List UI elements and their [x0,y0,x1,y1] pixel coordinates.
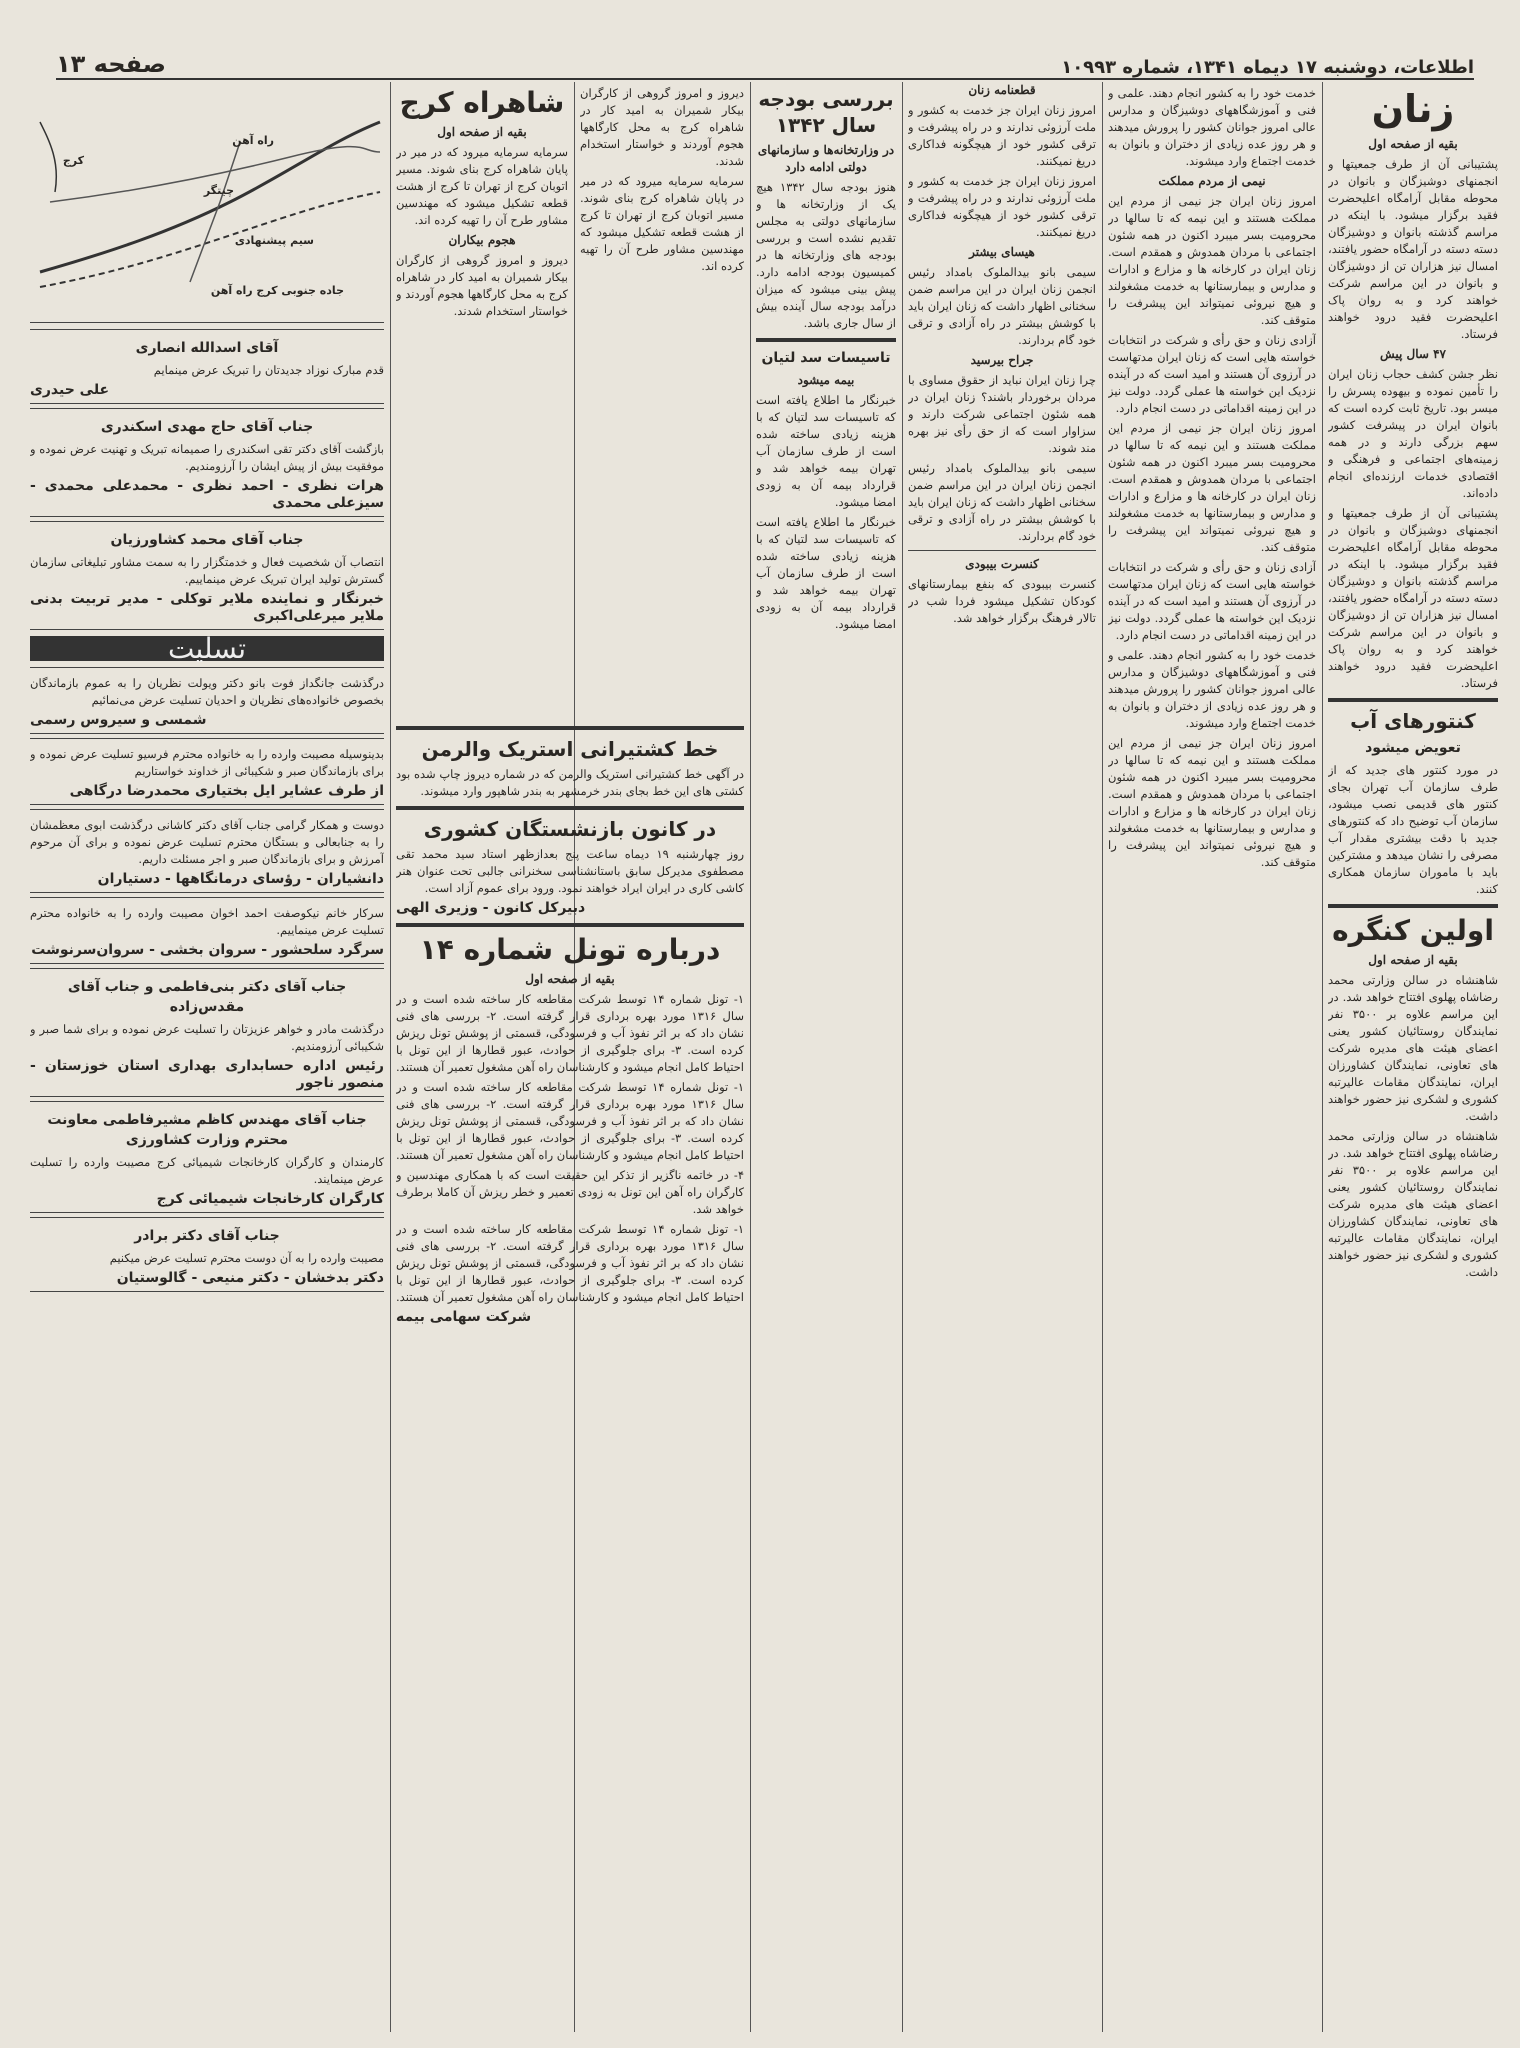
article-body: امروز زنان ایران جز نیمی از مردم این مملکت هستند و این نیمه که تا سالها در محرومیت بسر میبرد اکنون در همه شئون اجتماعی با مردان همدوش و همقدم است. زنان ایران در کارخانه ها و مزارع و ادارات و مدارس و بیمارستانها به خدمت مشغولند و هیچ نیروئی نمیتواند این پیشرفت را متوقف کند. [1108,194,1316,327]
tunnel-body: ۱- تونل شماره ۱۴ توسط شرکت مقاطعه کار ساخته شده است و در سال ۱۳۱۶ مورد بهره برداری قرار گرفته است. ۲- بررسی های فنی نشان داد که بر اثر نفوذ آب و فرسودگی، قسمتی از پوشش تونل ریزش کرده است. ۳- برای جلوگیری از حوادث، عبور قطارها از این تونل با احتیاط کامل انجام میشود و کارشناسان راه آهن مشغول تعمیر آن هستند. [396,1222,744,1304]
column-rule [390,82,391,2032]
section-rule [1328,698,1498,702]
retirees-title: در کانون بازنشستگان کشوری [423,817,717,841]
notice-signature: از طرف عشایر ایل بختیاری محمدرضا درگاهی [69,783,384,799]
notice-signature: رئیس اداره حسابداری بهداری استان خوزستان - منصور ناجور [30,1058,384,1091]
article-body: خدمت خود را به کشور انجام دهند. علمی و فنی و آموزشگاههای دوشیزگان و مدارس عالی امروز جوانان کشور را پرورش میدهند و هر روز عده زیادی از دختران و بانوان به خدمت اجتماع وارد میشوند. [1108,648,1316,730]
subheading: جراح بیرسید [970,353,1034,367]
notice-condolence [30,1101,384,1213]
map-label-proposed: سیم پیشنهادی [234,234,314,247]
notice-signature: خبرنگار و نماینده ملایر توکلی - مدیر تربیت بدنی ملایر میرعلی‌اکبری [30,591,384,624]
notice-signature: دانشیاران - رؤسای درمانگاهها - دستیاران [97,871,384,887]
column-rule [1322,82,1323,2032]
karaj-body: دیروز و امروز گروهی از کارگران بیکار شمیران به امید کار در شاهراه کرج به محل کارگاهها هجوم آوردند و خواستار استخدام شدند. [580,86,744,168]
section-rule [1328,904,1498,908]
condolence-banner: تسلیت [30,636,384,661]
article-body: آزادی زنان و حق رأی و شرکت در انتخابات خواسته هایی است که زنان ایران مدتهاست در آرزوی آن هستند و امید است که در آینده نزدیک این خواسته ها عملی گردد. دولت نیز در این زمینه اقداماتی در دست انجام دارد. [1108,333,1316,415]
meters-body: در مورد کنتور های جدید که از طرف سازمان آب تهران بجای کنتور های قدیمی نصب میشود، سازمان آب توضیح داد که کنتورهای جدید با دقت بیشتری مقدار آب مصرفی را نشان میدهد و مشترکین باید با ماموران سازمان همکاری کنند. [1328,763,1498,896]
tunnel-body: ۱- تونل شماره ۱۴ توسط شرکت مقاطعه کار ساخته شده است و در سال ۱۳۱۶ مورد بهره برداری قرار گرفته است. ۲- بررسی های فنی نشان داد که بر اثر نفوذ آب و فرسودگی، قسمتی از پوشش تونل ریزش کرده است. ۳- برای جلوگیری از حوادث، عبور قطارها از این تونل با احتیاط کامل انجام میشود و کارشناسان راه آهن مشغول تعمیر آن هستند. [396,1080,744,1162]
retirees-signature: دبیرکل کانون - وزیری الهی [396,900,586,916]
budget-body: هنوز بودجه سال ۱۳۴۲ هیچ یک از وزارتخانه ها و سازمانهای دولتی به مجلس تقدیم نشده است و بررسی بودجه های وزارتخانه ها در کمیسیون بودجه ادامه دارد. پیش بینی میشود که میزان درآمد بودجه سال آینده بیش از سال جاری باشد. [756,180,896,330]
column-women [1328,82,1498,2032]
article-title: زنان [1371,87,1455,131]
budget-title: بررسی بودجه سال ۱۳۴۲ [758,87,894,137]
column-resolution [908,82,1096,2032]
article-body: چرا زنان ایران نباید از حقوق مساوی با مردان برخوردار باشند؟ زنان ایران در همه شئون اجتماعی شرکت دارند و سزاوار است که از حق رأی نیز بهره مند شوند. [908,373,1096,455]
article-body: کنسرت بیبودی که بنفع بیمارستانهای کودکان تشکیل میشود فردا شب در تالار فرهنگ برگزار خواهد شد. [908,577,1096,625]
notice-signature: دکتر بدخشان - دکتر منیعی - گالوستیان [116,1270,384,1286]
continued-label: بقیه از صفحه اول [1368,137,1458,151]
dam-body: خبرنگار ما اطلاع یافته است که تاسیسات سد لتیان که با هزینه زیادی ساخته شده است از طرف سازمان آب تهران بیمه خواهد شد و قرارداد بیمه آن به زودی امضا میشود. [756,393,896,509]
tunnel-title: درباره تونل شماره ۱۴ [419,933,721,966]
article-body: سیمی بانو بیدالملوک بامداد رئیس انجمن زنان ایران در این مراسم ضمن سخنانی اظهار داشت که زنان ایران باید با کوشش بیشتر در راه آزادی و ترقی خود گام بردارند. [908,461,1096,543]
column-rule [902,82,903,2032]
notice-body: کارمندان و کارگران کارخانجات شیمیائی کرج مصیبت وارده را تسلیت عرض مینمایند. [30,1155,384,1186]
notice-signature: کارگران کارخانجات شیمیائی کرج [156,1191,384,1207]
section-rule [396,806,744,810]
notice-body: انتصاب آن شخصیت فعال و خدمتگزار را به سمت مشاور تبلیغاتی سازمان گسترش تولید ایران تبریک عرض مینماییم. [30,555,384,586]
subheading: هیسای بیشتر [969,245,1035,259]
karaj-highway-map [30,82,384,323]
notice-title: جناب آقای مهندس کاظم مشیرفاطمی معاونت محترم وزارت کشاورزی [47,1112,367,1148]
map-label-town: چیتگر [203,184,234,197]
dam-title: تاسیسات سد لتیان [761,350,891,366]
header-page-number: صفحه ۱۳ [56,50,166,78]
retirees-body: روز چهارشنبه ۱۹ دیماه ساعت پنج بعدازظهر استاد سید محمد تقی مصطفوی مدیرکل سابق باستانشناسی سخنرانی جالبی تحت عنوان هنر کاشی کاری در ایران ایراد خواهند نمود. ورود برای عموم آزاد است. [396,847,744,895]
article-body: امروز زنان ایران جز نیمی از مردم این مملکت هستند و این نیمه که تا سالها در محرومیت بسر میبرد اکنون در همه شئون اجتماعی با مردان همدوش و همقدم است. زنان ایران در کارخانه ها و مزارع و ادارات و مدارس و بیمارستانها به خدمت مشغولند و هیچ نیروئی نمیتواند این پیشرفت را متوقف کند. [1108,421,1316,554]
continued-label: بقیه از صفحه اول [525,972,615,986]
dam-body: خبرنگار ما اطلاع یافته است که تاسیسات سد لتیان که با هزینه زیادی ساخته شده است از طرف سازمان آب تهران بیمه خواهد شد و قرارداد بیمه آن به زودی امضا میشود. [756,515,896,631]
subheading: کنسرت بیبودی [965,557,1039,571]
tunnel-signature: شرکت سهامی بیمه [396,1309,532,1325]
notice-congrats [30,521,384,630]
section-rule [396,726,744,730]
shipping-title: خط کشتیرانی استریک والرمن [421,737,719,761]
column-notices [396,720,744,2030]
column-announcements [30,82,384,2032]
congress-body: شاهنشاه در سالن وزارتی محمد رضاشاه پهلوی افتتاح خواهد شد. در این مراسم علاوه بر ۳۵۰۰ نفر نمایندگان روستائیان کشور یعنی اعضای هیئت های مدیره شرکت های تعاونی، نمایندگان کشاورزان ایران، نمایندگان مقامات عالیرتبه کشوری و لشکری نیز حضور خواهند داشت. [1328,1129,1498,1279]
section-rule [396,923,744,927]
congress-body: شاهنشاه در سالن وزارتی محمد رضاشاه پهلوی افتتاح خواهد شد. در این مراسم علاوه بر ۳۵۰۰ نفر نمایندگان روستائیان کشور یعنی اعضای هیئت های مدیره شرکت های تعاونی، نمایندگان کشاورزان ایران، نمایندگان مقامات عالیرتبه کشوری و لشکری نیز حضور خواهند داشت. [1328,973,1498,1123]
article-body: امروز زنان ایران جز نیمی از مردم این مملکت هستند و این نیمه که تا سالها در محرومیت بسر میبرد اکنون در همه شئون اجتماعی با مردان همدوش و همقدم است. زنان ایران در کارخانه ها و مزارع و ادارات و مدارس و بیمارستانها به خدمت مشغولند و هیچ نیروئی نمیتواند این پیشرفت را متوقف کند. [1108,736,1316,869]
notice-body: درگذشت جانگداز فوت بانو دکتر ویولت نظریان را به عموم بازماندگان بخصوص خانواده‌های نظریان و احدیان تسلیت عرض می‌نمائیم [30,676,384,707]
notice-congrats [30,329,384,404]
notice-condolence [30,809,384,893]
column-karaj-text [396,82,568,782]
notice-signature: شمسی و سیروس رسمی [30,712,207,728]
subheading: ۴۷ سال پیش [1380,347,1446,361]
article-body: سیمی بانو بیدالملوک بامداد رئیس انجمن زنان ایران در این مراسم ضمن سخنانی اظهار داشت که زنان ایران باید با کوشش بیشتر در راه آزادی و ترقی خود گام بردارند. [908,265,1096,347]
notice-title: جناب آقای محمد کشاورزیان [110,532,304,548]
meters-title: کنتورهای آب [1350,709,1476,733]
tunnel-body: ۱- تونل شماره ۱۴ توسط شرکت مقاطعه کار ساخته شده است و در سال ۱۳۱۶ مورد بهره برداری قرار گرفته است. ۲- بررسی های فنی نشان داد که بر اثر نفوذ آب و فرسودگی، قسمتی از پوشش تونل ریزش کرده است. ۳- برای جلوگیری از حوادث، عبور قطارها از این تونل با احتیاط کامل انجام میشود و کارشناسان راه آهن مشغول تعمیر آن هستند. [396,992,744,1074]
subheading: نیمی از مردم مملکت [1158,174,1266,188]
karaj-body: دیروز و امروز گروهی از کارگران بیکار شمیران به امید کار در شاهراه کرج به محل کارگاهها هجوم آوردند و خواستار استخدام شدند. [396,253,568,318]
notice-body: قدم مبارک نوزاد جدیدتان را تبریک عرض مینمایم [153,363,384,377]
notice-condolence [30,667,384,734]
notice-body: مصیبت وارده را به آن دوست محترم تسلیت عرض میکنیم [109,1251,384,1265]
karaj-title: شاهراه کرج [399,86,565,119]
notice-condolence [30,968,384,1097]
header-date: اطلاعات، دوشنبه ۱۷ دیماه ۱۳۴۱، شماره ۱۰۹۹۳ [1061,57,1474,78]
column-rule [1102,82,1103,2032]
karaj-body: سرمایه سرمایه میرود که در میر در پایان شاهراه کرج بنای شوند. مسیر اتوبان کرج از تهران تا کرج از هشت قطعه تشکیل میشود که مهندسین مشاور طرح آن را تهیه کرده اند. [580,174,744,273]
meters-subtitle: تعویض میشود [1365,740,1461,756]
notice-signature: سرگرد سلحشور - سروان بخشی - سروان‌سرنوشت [31,942,384,958]
article-body: امروز زنان ایران جز خدمت به کشور و ملت آرزوئی ندارند و در راه پیشرفت و ترقی کشور خود از هیچگونه فداکاری دریغ نمیکنند. [908,174,1096,239]
notice-condolence [30,1217,384,1292]
karaj-body: سرمایه سرمایه میرود که در میر در پایان شاهراه کرج بنای شوند. مسیر اتوبان کرج از تهران تا کرج از هشت قطعه تشکیل میشود که مهندسین مشاور طرح آن را تهیه کرده اند. [396,145,568,227]
dam-subtitle: بیمه میشود [797,373,855,387]
notice-body: درگذشت مادر و خواهر عزیزتان را تسلیت عرض نموده و برای شما صبر و شکیبائی آرزومندیم. [30,1022,384,1053]
continued-label: بقیه از صفحه اول [1368,953,1458,967]
divider [908,550,1096,551]
article-body: پشتیبانی آن از طرف جمعیتها و انجمنهای دوشیزگان و بانوان در محوطه مقابل آرامگاه اعلیحضرت فقید برگزار میشود. با اینکه در مراسم گذشته بانوان و دوشیزگان دسته دسته در آرامگاه حضور یافتند، امسال نیز هزاران تن از دوشیزگان و بانوان در این مراسم شرکت خواهند کرد و به روان پاک اعلیحضرت فقید درود خواهند فرستاد. [1328,157,1498,341]
notice-title: جناب آقای دکتر برادر [134,1228,280,1244]
article-body: پشتیبانی آن از طرف جمعیتها و انجمنهای دوشیزگان و بانوان در محوطه مقابل آرامگاه اعلیحضرت فقید برگزار میشود. با اینکه در مراسم گذشته بانوان و دوشیزگان دسته دسته در آرامگاه حضور یافتند، امسال نیز هزاران تن از دوشیزگان و بانوان در این مراسم شرکت خواهند کرد و به روان پاک اعلیحضرت فقید درود خواهند فرستاد. [1328,506,1498,690]
notice-signature: علی حیدری [30,382,110,398]
notice-congrats [30,408,384,517]
column-budget [756,82,896,2032]
column-women-cont [1108,82,1316,2032]
tunnel-body: ۴- در خاتمه ناگزیر از تذکر این حقیقت است که با همکاری مهندسین و کارگران راه آهن این تونل به زودی تعمیر و خطر ریزش آن کاملا برطرف خواهد شد. [396,1168,744,1216]
notice-title: جناب آقای دکتر بنی‌فاطمی و جناب آقای مقدس‌زاده [67,979,347,1015]
congress-title: اولین کنگره [1332,914,1494,947]
article-body: آزادی زنان و حق رأی و شرکت در انتخابات خواسته هایی است که زنان ایران مدتهاست در آرزوی آن هستند و امید است که در آینده نزدیک این خواسته ها عملی گردد. دولت نیز در این زمینه اقداماتی در دست انجام دارد. [1108,560,1316,642]
column-rule [750,82,751,2032]
notice-body: دوست و همکار گرامی جناب آقای دکتر کاشانی درگذشت ابوی معظمشان را به جنابعالی و بستگان محترم تسلیت عرض نموده و برای آن مرحوم آمرزش و برای بازماندگان صبر و اجر مسئلت داریم. [30,818,384,866]
map-label-road: جاده جنوبی کرج راه آهن [210,284,344,297]
article-body: نظر جشن کشف حجاب زنان ایران را تأمین نموده و بیهوده پسرش را میسر بود. تاریخ ثابت کرده است که بانوان ایران در پیشرفت کشور سهم بزرگی دارند و در همه زمینه‌های اجتماعی و فرهنگی و اقتصادی خدمات ارزنده‌ای انجام داده‌اند. [1328,367,1498,500]
notice-body: بدینوسیله مصیبت وارده را به خانواده محترم فرسیو تسلیت عرض نموده و برای بازماندگان صبر و شکیبائی از خداوند خواستاریم [30,747,384,778]
notice-body: سرکار خانم نیکوصفت احمد اخوان مصیبت وارده را به خانواده محترم تسلیت عرض مینماییم. [30,906,384,937]
notice-condolence [30,897,384,964]
notice-body: بازگشت آقای دکتر تقی اسکندری را صمیمانه تبریک و تهنیت عرض نموده و موفقیت بیش از پیش ایشان را آرزومندیم. [30,442,384,473]
subheading: قطعنامه زنان [968,83,1036,97]
page-header [56,34,1474,80]
notice-title: جناب آقای حاج مهدی اسکندری [100,419,314,435]
notice-condolence [30,738,384,805]
article-body: خدمت خود را به کشور انجام دهند. علمی و فنی و آموزشگاههای دوشیزگان و مدارس عالی امروز جوانان کشور را پرورش میدهند و هر روز عده زیادی از دختران و بانوان به خدمت اجتماع وارد میشوند. [1108,86,1316,168]
budget-subtitle: در وزارتخانه‌ها و سازمانهای دولتی ادامه دارد [757,143,895,174]
continued-label: بقیه از صفحه اول [437,125,527,139]
subheading: هجوم بیکاران [448,233,516,247]
map-label-karaj: کرج [62,154,84,167]
notice-title: آقای اسدالله انصاری [135,340,279,356]
notice-signature: هرات نظری - احمد نظری - محمدعلی محمدی - سیزعلی محمدی [30,478,384,511]
shipping-body: در آگهی خط کشتیرانی استریک والرمن که در شماره دیروز چاپ شده بود کشتی های این خط بجای بندر خرمشهر به بندر شاهپور وارد میشوند. [396,767,744,798]
article-body: امروز زنان ایران جز خدمت به کشور و ملت آرزوئی ندارند و در راه پیشرفت و ترقی کشور خود از هیچگونه فداکاری دریغ نمیکنند. [908,103,1096,168]
section-rule [756,338,896,342]
column-karaj-extra [580,82,744,782]
map-label-railway: راه آهن [232,134,274,147]
